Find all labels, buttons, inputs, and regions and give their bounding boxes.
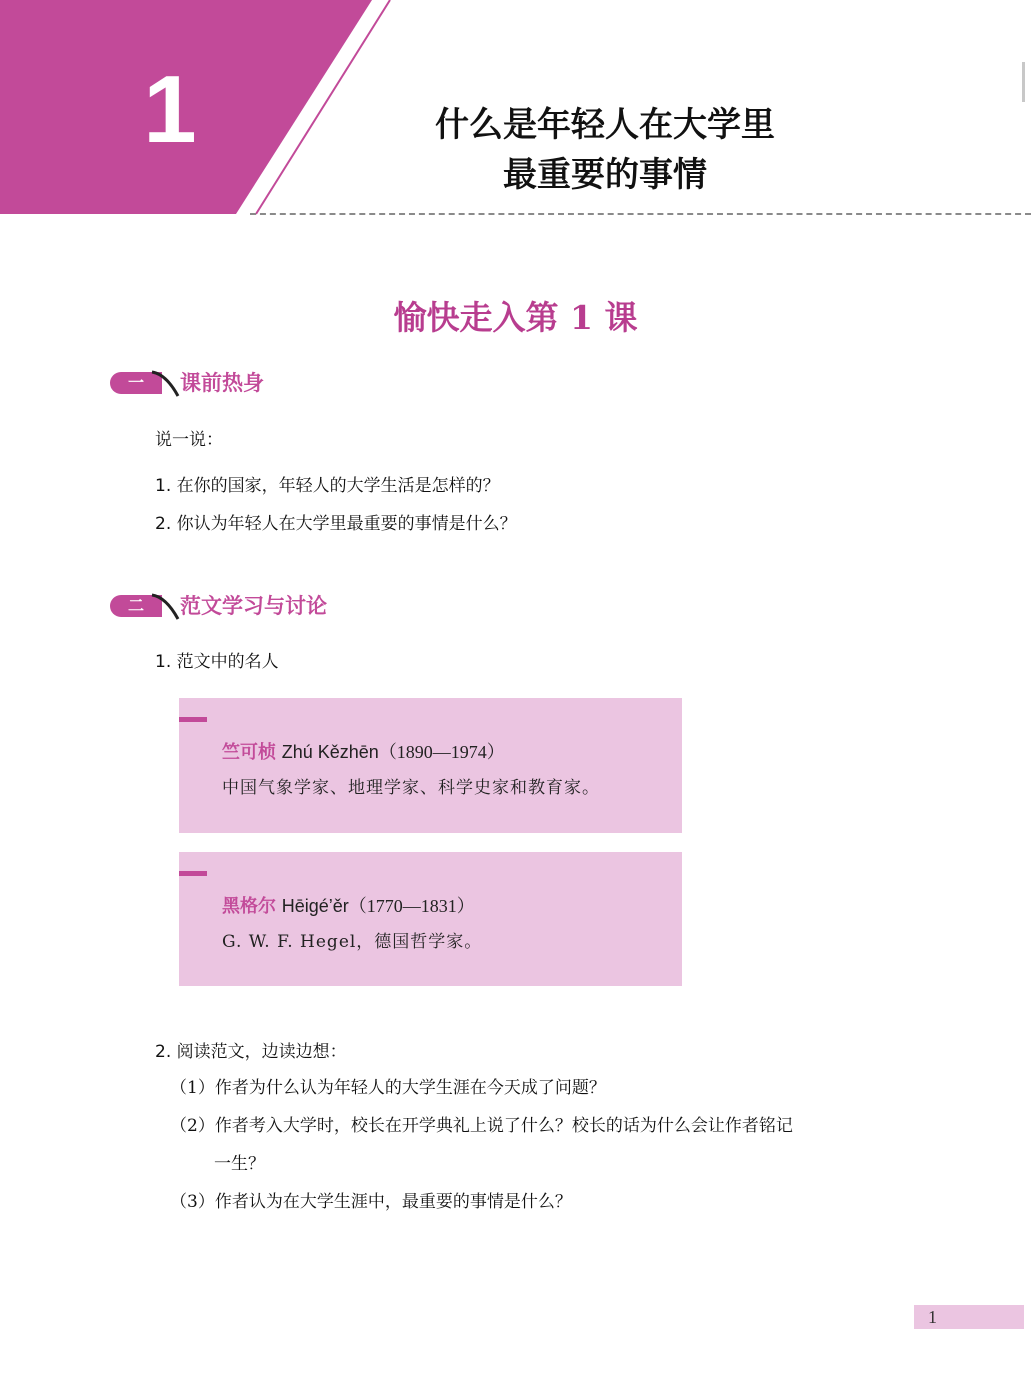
subsection-title: 1. 范文中的名人 — [155, 652, 279, 672]
warmup-question: 2. 你认为年轻人在大学里最重要的事情是什么？ — [155, 514, 517, 534]
section-tab-curve-icon — [150, 370, 180, 398]
chapter-title-line-2: 最重要的事情 — [503, 155, 707, 195]
lesson-title: 愉快走入第 1 课 — [393, 298, 638, 337]
header-divider — [250, 213, 1031, 215]
reading-question: （3）作者认为在大学生涯中，最重要的事情是什么？ — [170, 1192, 572, 1212]
card-accent-bar — [179, 871, 207, 876]
person-name — [222, 740, 505, 765]
section-label: 范文学习与讨论 — [180, 594, 327, 618]
person-card — [179, 698, 682, 833]
chapter-number: 1 — [143, 56, 197, 163]
person-name-pinyin: Hēigé’ěr — [281, 896, 349, 916]
reading-question: （2）作者考入大学时，校长在开学典礼上说了什么？校长的话为什么会让作者铭记 — [170, 1116, 793, 1136]
card-accent-bar — [179, 717, 207, 722]
person-description: G. W. F. Hegel，德国哲学家。 — [222, 932, 483, 952]
reading-question: （1）作者为什么认为年轻人的大学生涯在今天成了问题？ — [170, 1078, 606, 1098]
section-label: 课前热身 — [180, 371, 264, 395]
person-description: 中国气象学家、地理学家、科学史家和教育家。 — [222, 778, 600, 798]
person-years: （1770—1831） — [348, 896, 475, 916]
section-tab: 一 — [110, 372, 162, 394]
warmup-question: 1. 在你的国家，年轻人的大学生活是怎样的？ — [155, 476, 500, 496]
section-tab: 二 — [110, 595, 162, 617]
subsection-title: 2. 阅读范文，边读边想： — [155, 1042, 347, 1062]
section-tab-curve-icon — [150, 593, 180, 621]
person-name-chinese: 黑格尔 — [222, 896, 276, 917]
person-name-chinese: 竺可桢 — [222, 742, 276, 763]
chapter-title-line-1: 什么是年轻人在大学里 — [435, 105, 775, 145]
person-name — [222, 894, 475, 919]
chapter-title — [390, 100, 820, 200]
person-card — [179, 852, 682, 986]
chapter-header — [0, 0, 1031, 218]
reading-question-continuation: 一生？ — [214, 1154, 265, 1174]
person-name-pinyin: Zhú Kězhēn — [281, 742, 379, 762]
page-edge-mark — [1022, 62, 1025, 102]
page-number: 1 — [928, 1307, 937, 1327]
speak-prompt: 说一说： — [155, 430, 223, 450]
person-years: （1890—1974） — [378, 742, 505, 762]
